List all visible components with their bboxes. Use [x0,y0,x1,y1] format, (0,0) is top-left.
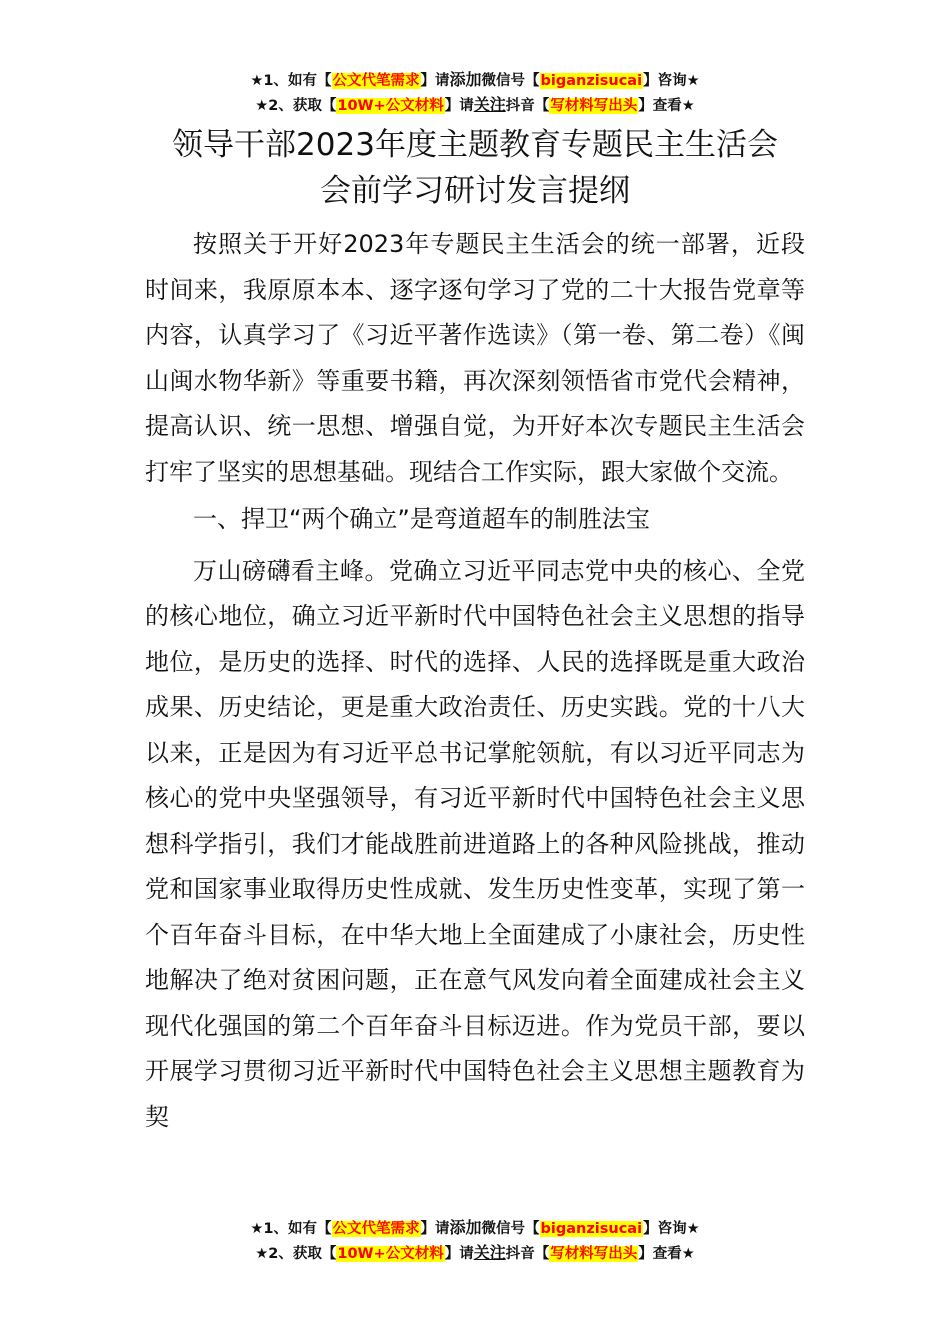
promo-text: 】请 [420,73,450,89]
promo-text: 添加 [449,1218,482,1237]
promo-banner-top [0,68,950,118]
promo-line-1 [0,1216,950,1241]
intro-paragraph: 按照关于开好2023年专题民主生活会的统一部署，近段时间来，我原原本本、逐字逐句学习了党的二十大报告党章等内容，认真学习了《习近平著作选读》（第一卷、第二卷）《闽山闽水物华新》等重要书籍，再次深刻领悟省市党代会精神，提高认识、统一思想、增强自觉，为开好本次专题民主生活会打牢了坚实的思想基础。现结合工作实际，跟大家做个交流。 [145,230,805,486]
document-title [0,122,950,214]
promo-text: 抖音【 [505,1246,550,1262]
promo-highlight: 写材料写出头 [550,98,638,114]
promo-line-2 [0,1241,950,1266]
promo-highlight: 公文代笔需求 [332,73,420,89]
promo-text: 关注 [473,95,506,114]
promo-wechat-id: biganzisucai [540,73,643,89]
promo-text: 添加 [449,70,482,89]
title-line-1: 领导干部2023年度主题教育专题民主生活会 [172,127,778,163]
promo-text: 】查看★ [638,1246,695,1262]
promo-text: 】咨询★ [643,1221,700,1237]
promo-text: 】请 [444,1246,474,1262]
promo-text: ★2、获取【 [255,1246,337,1262]
promo-text: 】请 [420,1221,450,1237]
promo-line-1 [0,68,950,93]
promo-text: 微信号【 [481,1221,540,1237]
promo-text: 】咨询★ [643,73,700,89]
promo-text: 】查看★ [638,98,695,114]
document-body [145,222,805,1140]
promo-highlight: 公文代笔需求 [332,1221,420,1237]
promo-highlight: 写材料写出头 [550,1246,638,1262]
promo-highlight: 10W+公文材料 [337,1246,444,1262]
promo-banner-bottom [0,1216,950,1266]
promo-line-2 [0,93,950,118]
promo-text: 】请 [444,98,474,114]
promo-wechat-id: biganzisucai [540,1221,643,1237]
title-line-2: 会前学习研讨发言提纲 [320,173,630,209]
promo-text: ★1、如有【 [250,73,332,89]
body-paragraph: 万山磅礴看主峰。党确立习近平同志党中央的核心、全党的核心地位，确立习近平新时代中国特色社会主义思想的指导地位，是历史的选择、时代的选择、人民的选择既是重大政治成果、历史结论，更是重大政治责任、历史实践。党的十八大以来，正是因为有习近平总书记掌舵领航，有以习近平同志为核心的党中央坚强领导，有习近平新时代中国特色社会主义思想科学指引，我们才能战胜前进道路上的各种风险挑战，推动党和国家事业取得历史性成就、发生历史性变革，实现了第一个百年奋斗目标，在中华大地上全面建成了小康社会，历史性地解决了绝对贫困问题，正在意气风发向着全面建成社会主义现代化强国的第二个百年奋斗目标迈进。作为党员干部，要以开展学习贯彻习近平新时代中国特色社会主义思想主题教育为契 [145,556,805,1131]
promo-text: ★1、如有【 [250,1221,332,1237]
section-heading: 一、捍卫“两个确立”是弯道超车的制胜法宝 [193,505,650,533]
promo-highlight: 10W+公文材料 [337,98,444,114]
promo-text: 抖音【 [505,98,550,114]
promo-text: ★2、获取【 [255,98,337,114]
promo-text: 关注 [473,1243,506,1262]
promo-text: 微信号【 [481,73,540,89]
